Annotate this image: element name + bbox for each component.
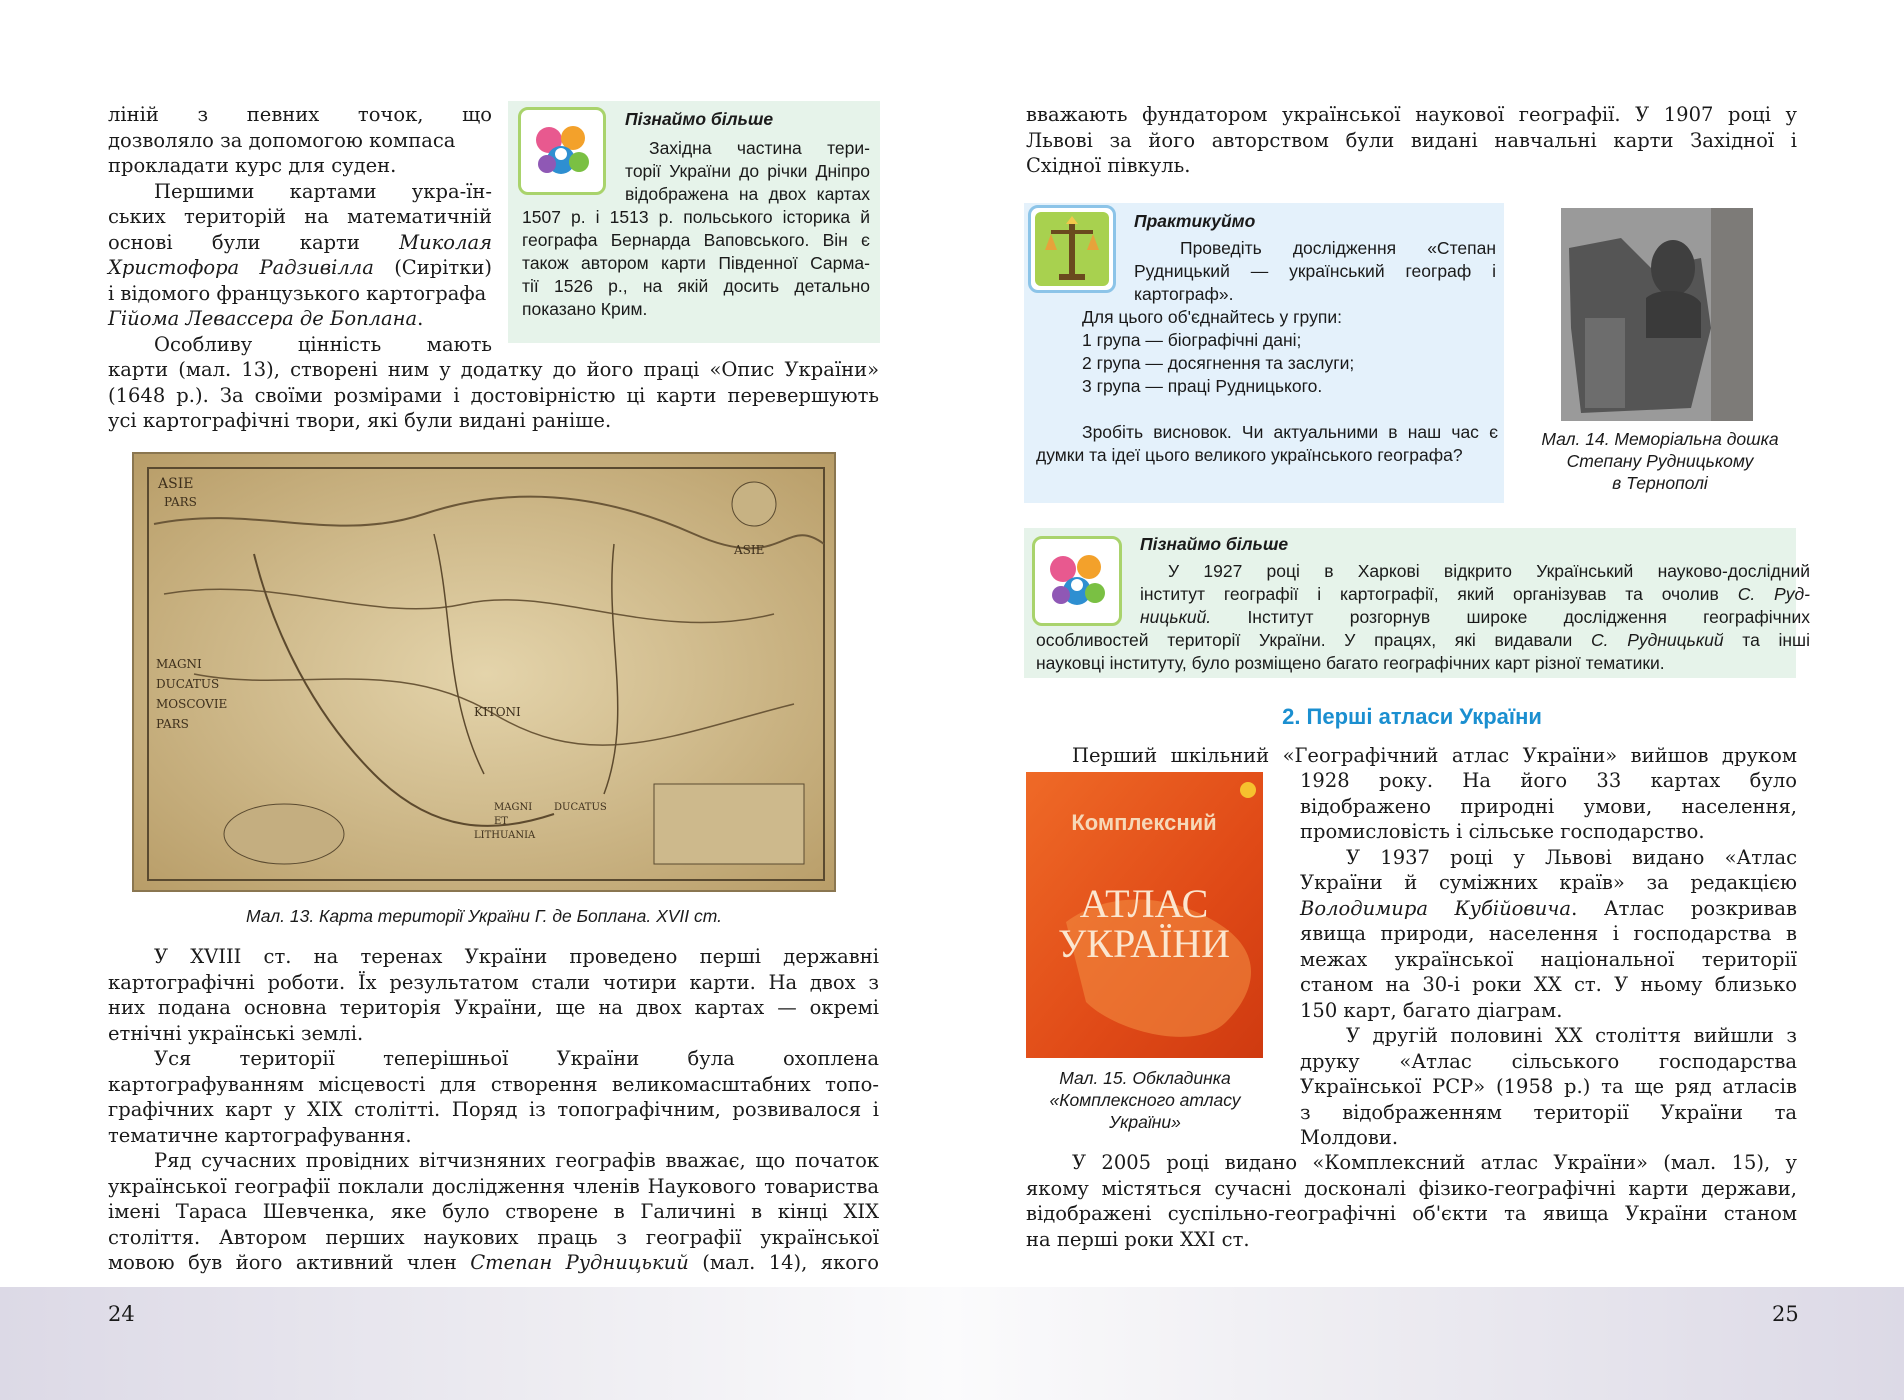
atlas-caption: Мал. 15. Обкладинка «Комплексного атласу України» [1049, 1068, 1241, 1132]
map-label: MOSCOVIE [156, 697, 228, 711]
text-line: У XVIII ст. на теренах України проведено перші державні [154, 945, 879, 968]
section-title: 2. Перші атласи України [1282, 704, 1542, 729]
map-label: DUCATUS [554, 802, 607, 813]
atlas-cover-image [1026, 772, 1263, 1058]
learn-more-icon [518, 107, 606, 195]
map-label: LITHUANIA [474, 830, 536, 841]
page-number-right: 25 [1772, 1302, 1799, 1326]
right-final-para [1026, 1150, 1797, 1252]
right-top-text [1026, 102, 1797, 179]
practice-task: Проведіть дослідження «Степан Рудницький — український географ і картограф». [1134, 238, 1496, 304]
text-line: України й суміжних країв» за редакцією [1300, 871, 1797, 894]
map-label: MAGNI [156, 657, 202, 671]
text-line: межах української національної території [1300, 947, 1797, 971]
text-line: Гійома Левассера де Боплана. [108, 307, 424, 330]
box-title: Пізнаймо більше [1140, 534, 1289, 554]
cover-title-1: АТЛАС [1079, 881, 1209, 926]
text-line: на перші роки XXI ст. [1026, 1227, 1250, 1251]
map-label: ASIE [734, 543, 765, 557]
text-line: (1648 р.). За своїми розмірами і достовірністю ці карти перевершують [108, 383, 879, 407]
text-line: картографуванням місцевості для створення великомасштабних топо- [108, 1072, 879, 1096]
text-line: Української РСР» (1958 р.) та ще ряд атласів [1300, 1075, 1797, 1098]
text-line: української географії поклали дослідження членів Наукового товариства [108, 1174, 879, 1198]
text-line: 1928 року. На його 33 картах було [1300, 769, 1797, 792]
text-line: Володимира Кубійовича. Атлас розкривав [1300, 896, 1797, 920]
text-line: століття. Автором перших наукових праць з географії української [108, 1225, 879, 1249]
left-intro-column [108, 102, 492, 357]
text-line: ліній з певних точок, що [108, 103, 492, 126]
text-line: друку «Атлас сільського господарства [1300, 1049, 1797, 1073]
box-text-bottom: 1507 р. і 1513 р. польського історика й географа Бернарда Ваповського. Він є також автором карти Південної Сарма- тії 1526 р., на якій досить детально показано Крим. [522, 207, 870, 319]
box2-text-bottom: особливостей території України. У працях, які видавали С. Рудницький та інші науковці інституту, було розміщено багато географічних карт різної тематики. [1036, 630, 1810, 673]
text-line: імені Тараса Шевченка, яке було створене в Галичині в кінці XIX [108, 1200, 879, 1223]
practice-groups: Для цього об'єднайтесь у групи: 1 група — біографічні дані; 2 група — досягнення та заслуги; 3 група — праці Рудницького. [1082, 307, 1355, 396]
text-line: усі картографічні твори, які були видані раніше. [108, 409, 612, 432]
text-line: основі були карти Миколая [108, 230, 492, 254]
text-line: Першими картами укра-їн- [154, 179, 492, 203]
memorial-plaque-image [1561, 208, 1753, 421]
map-caption: Мал. 13. Карта території України Г. де Боплана. XVII ст. [245, 906, 723, 926]
text-line: Молдови. [1300, 1126, 1399, 1149]
practice-conclusion: Зробіть висновок. Чи актуальними в наш час є думки та ідеї цього великого українського географа? [1036, 422, 1498, 465]
box-title: Пізнаймо більше [625, 109, 774, 129]
text-line: мовою був його активний член Степан Рудницький (мал. 14), якого [108, 1251, 879, 1274]
box2-text-top: У 1927 році в Харкові відкрито Український науково-дослідний інститут географії і картографії, який організував та очолив С. Руд- ницький. Інститут розгорнув широке дослідження географічних [1140, 561, 1810, 627]
learn-more-icon [1032, 536, 1122, 626]
text-line: явища природи, населення і господарства в [1300, 922, 1797, 945]
atlas-column-text [1300, 768, 1797, 1151]
text-line: етнічні українські землі. [108, 1021, 364, 1045]
text-line: карти (мал. 13), створені ним у додатку до його праці «Опис України» [108, 358, 879, 381]
practice-icon [1028, 205, 1116, 293]
text-line: якому містяться сучасні досконалі фізико-географічні карти держави, [1026, 1176, 1797, 1200]
text-line: і відомого французького картографа [108, 281, 487, 305]
map-label: KITONI [474, 705, 521, 719]
text-line: відображено природні умови, населення, [1300, 794, 1797, 818]
text-line: У 2005 році видано «Комплексний атлас України» (мал. 15), у [1072, 1151, 1797, 1174]
practice-title: Практикуймо [1134, 211, 1256, 231]
map-label: PARS [156, 717, 189, 731]
plaque-caption: Мал. 14. Меморіальна дошка Степану Рудницькому в Тернополі [1541, 429, 1779, 493]
text-line: станом на 30-і роки XX ст. У ньому близько [1300, 973, 1797, 996]
practice-box [1024, 203, 1504, 503]
text-line: дозволяло за допомогою компаса [108, 128, 456, 152]
text-line: Східної півкуль. [1026, 154, 1191, 177]
cover-top-word: Комплексний [1071, 810, 1217, 835]
map-label: ET [494, 816, 508, 827]
text-line: Уся території теперішньої України була охоплена [154, 1047, 879, 1070]
box-text-top: Західна частина тери- торії України до річки Дніпро відображена на двох картах [625, 138, 870, 204]
text-line: У 1937 році у Львові видано «Атлас [1346, 845, 1797, 869]
text-line: прокладати курс для суден. [108, 154, 397, 177]
map-label: ASIE [158, 476, 194, 492]
text-line: тематичне картографування. [108, 1123, 412, 1147]
text-line: картографічні роботи. Їх результатом стали чотири карти. На двох з [108, 970, 879, 994]
left-bottom-text [108, 944, 879, 1276]
map-label: MAGNI [494, 802, 533, 813]
text-line: У другій половині XX століття вийшли з [1346, 1024, 1797, 1047]
map-label: DUCATUS [156, 677, 220, 691]
text-line: 150 карт, багато діаграм. [1300, 998, 1563, 1022]
text-line: них подана основна територія України, ще на двох картах — окремі [108, 996, 879, 1019]
left-full-para [108, 357, 879, 434]
text-line: Христофора Радзивілла (Сирітки) [108, 256, 493, 279]
text-line: вважають фундатором української наукової географії. У 1907 році у [1026, 103, 1797, 126]
text-line: графічних карт у XIX столітті. Поряд із топографічним, розвивалося і [108, 1098, 879, 1121]
text-line: Перший шкільний «Географічний атлас України» вийшов друком [1072, 744, 1797, 767]
boplan-map-image [132, 452, 836, 892]
page-number-left: 24 [108, 1302, 135, 1326]
atlas-first-line [1026, 743, 1797, 769]
map-label: PARS [164, 495, 197, 509]
text-line: Львові за його авторством були видані навчальні карти Західної і [1026, 128, 1797, 152]
text-line: відображені суспільно-географічні об'єкти та явища України станом [1026, 1202, 1797, 1225]
text-line: Особливу цінність мають [154, 332, 492, 356]
footer-band [0, 1287, 1904, 1400]
text-line: з відображенням території України та [1300, 1100, 1797, 1124]
info-box-learn-more-2 [1024, 528, 1810, 678]
info-box-learn-more [508, 101, 880, 343]
text-line: промисловість і сільське господарство. [1300, 820, 1705, 843]
text-line: ських територій на математичній [108, 205, 492, 228]
cover-title-2: УКРАЇНИ [1057, 921, 1231, 966]
text-line: Ряд сучасних провідних вітчизняних географів вважає, що початок [154, 1149, 879, 1172]
